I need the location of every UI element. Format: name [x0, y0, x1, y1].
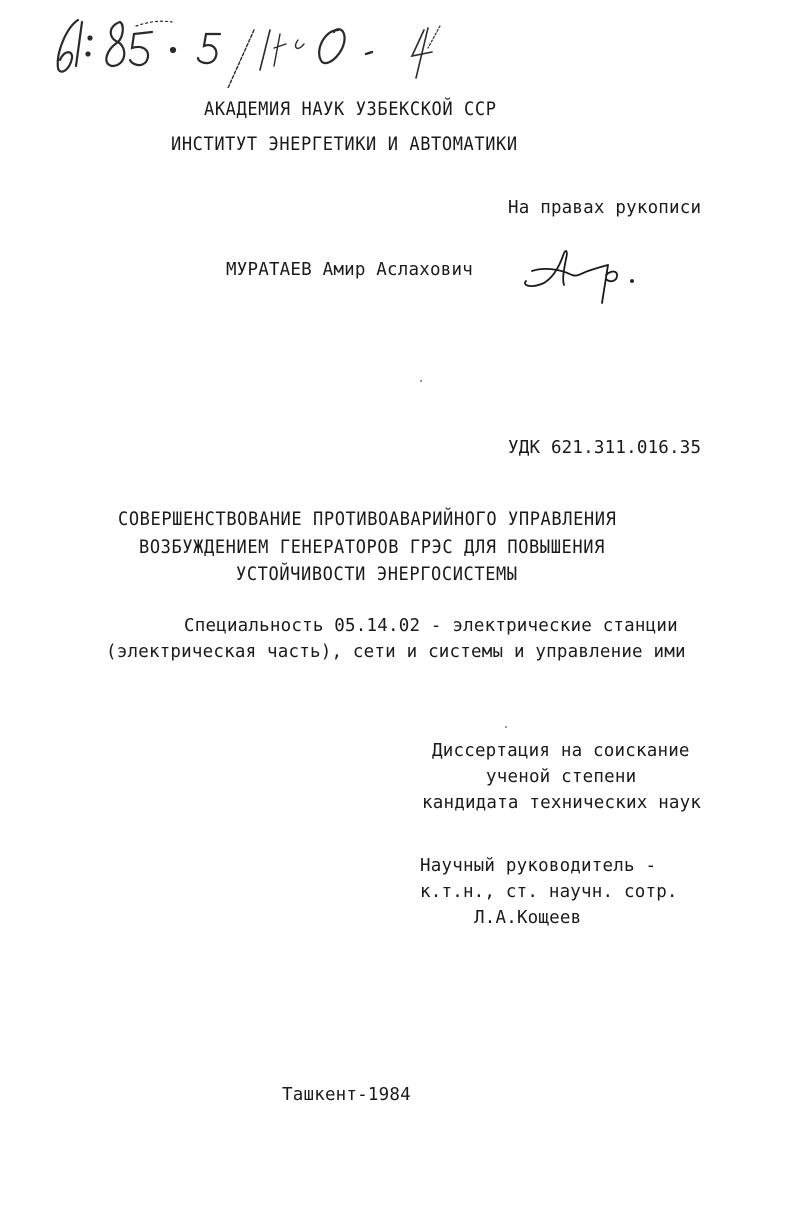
dissertation-title-line-1: СОВЕРШЕНСТВОВАНИЕ ПРОТИВОАВАРИЙНОГО УПРАВЛЕНИЯ — [118, 508, 617, 531]
supervisor-name: Л.А.Кощеев — [474, 908, 582, 928]
degree-line-1: Диссертация на соискание — [432, 741, 690, 761]
signature-icon — [520, 245, 640, 310]
dissertation-title-line-3: УСТОЙЧИВОСТИ ЭНЕРГОСИСТЕМЫ — [236, 563, 518, 586]
supervisor-title: к.т.н., ст. научн. сотр. — [420, 882, 678, 902]
udc-code: УДК 621.311.016.35 — [508, 438, 702, 458]
dissertation-title-line-2: ВОЗБУЖДЕНИЕМ ГЕНЕРАТОРОВ ГРЭС ДЛЯ ПОВЫШЕНИЯ — [139, 536, 605, 559]
academy-name: АКАДЕМИЯ НАУК УЗБЕКСКОЙ ССР — [204, 98, 497, 121]
rights-note: На правах рукописи — [508, 198, 702, 218]
scan-speck — [420, 380, 422, 382]
specialty-line-2: (электрическая часть), сети и системы и управление ими — [106, 642, 686, 662]
degree-line-3: кандидата технических наук — [422, 793, 702, 813]
place-year: Ташкент-1984 — [282, 1085, 411, 1105]
institute-name: ИНСТИТУТ ЭНЕРГЕТИКИ И АВТОМАТИКИ — [171, 133, 518, 156]
supervisor-label: Научный руководитель - — [420, 856, 657, 876]
author-name: МУРАТАЕВ Амир Аслахович — [226, 260, 473, 280]
scan-speck — [505, 726, 507, 728]
degree-line-2: ученой степени — [486, 767, 637, 787]
handwritten-reference-icon — [48, 8, 488, 88]
specialty-line-1: Специальность 05.14.02 - электрические станции — [184, 616, 678, 636]
